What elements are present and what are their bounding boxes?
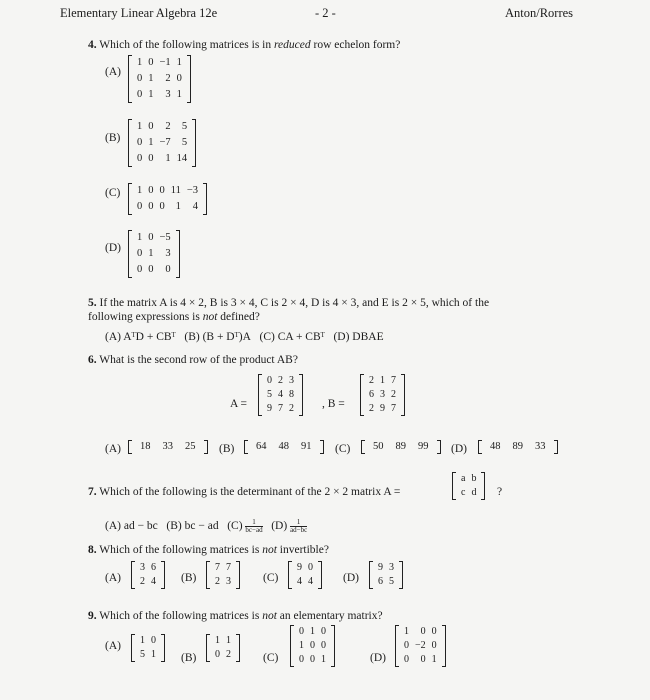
- matrix-entry: 2: [226, 649, 231, 660]
- matrix-entry: 9: [380, 403, 385, 414]
- matrix-entry: −7: [159, 137, 171, 148]
- matrix-entry: 48: [278, 441, 289, 452]
- matrix-entry: c: [461, 487, 466, 498]
- matrix-entry: 0: [431, 626, 437, 637]
- matrix-entry: 4: [308, 576, 313, 587]
- matrix-entry: 1: [148, 137, 154, 148]
- q5-option-a[interactable]: (A) AᵀD + CBᵀ: [105, 331, 176, 343]
- option-matrix: [131, 634, 165, 662]
- q7-option-b[interactable]: (B) bc − ad: [166, 520, 219, 533]
- matrix-entry: 2: [165, 73, 171, 84]
- matrix-entry: 0: [176, 73, 182, 84]
- option-label: (A): [105, 640, 121, 652]
- matrix-entry: 2: [278, 375, 283, 386]
- matrix-entry: 99: [418, 441, 429, 452]
- matrix-entry: 0: [137, 153, 143, 164]
- matrix-entry: 7: [278, 403, 283, 414]
- matrix-entry: 0: [148, 57, 154, 68]
- matrix-entry: 0: [165, 264, 171, 275]
- matrix-entry: 1: [299, 640, 304, 651]
- matrix-entry: 50: [373, 441, 384, 452]
- matrix-entry: 0: [159, 201, 165, 212]
- q6-b-label: , B =: [322, 398, 345, 410]
- matrix-entry: 7: [391, 375, 396, 386]
- matrix-entry: 6: [151, 562, 156, 573]
- matrix-entry: b: [471, 473, 477, 484]
- option-row-vector: [244, 440, 324, 454]
- matrix-entry: −3: [186, 185, 199, 196]
- matrix-entry: 0: [137, 89, 143, 100]
- matrix-entry: 0: [148, 121, 154, 132]
- option-label: (A): [105, 443, 121, 455]
- matrix-entry: 0: [299, 654, 304, 665]
- matrix-entry: 1: [137, 57, 143, 68]
- option-label: (A): [105, 572, 121, 584]
- option-label: (B): [181, 652, 197, 664]
- option-matrix: [288, 561, 322, 589]
- matrix-entry: 3: [380, 389, 385, 400]
- matrix-entry: 0: [148, 185, 154, 196]
- matrix-entry: 0: [215, 649, 220, 660]
- matrix-entry: 1: [380, 375, 385, 386]
- q6-matrix-b: [360, 374, 405, 416]
- q6-matrix-a: [258, 374, 303, 416]
- matrix-entry: 2: [140, 576, 145, 587]
- matrix-entry: 9: [297, 562, 302, 573]
- q5-options: [105, 330, 384, 344]
- matrix-entry: 3: [389, 562, 394, 573]
- matrix-entry: 1: [175, 201, 181, 212]
- option-label: (D): [343, 572, 359, 584]
- matrix-entry: 0: [308, 562, 313, 573]
- option-matrix: [369, 561, 403, 589]
- option-label: (C): [105, 187, 121, 199]
- matrix-entry: 6: [369, 389, 374, 400]
- matrix-entry: 14: [176, 153, 188, 164]
- matrix-entry: −2: [415, 640, 426, 651]
- matrix-entry: 0: [420, 626, 426, 637]
- matrix-entry: 0: [151, 635, 156, 646]
- matrix-entry: 1: [321, 654, 326, 665]
- matrix-entry: 3: [226, 576, 231, 587]
- matrix-entry: 7: [215, 562, 220, 573]
- option-label: (D): [105, 242, 121, 254]
- matrix-entry: −5: [159, 232, 171, 243]
- matrix-entry: 2: [165, 121, 171, 132]
- matrix-entry: 0: [404, 640, 409, 651]
- matrix-entry: 0: [137, 73, 143, 84]
- matrix-entry: 0: [404, 654, 409, 665]
- matrix-entry: 7: [391, 403, 396, 414]
- q5-option-b[interactable]: (B) (B + Dᵀ)A: [184, 331, 251, 343]
- matrix-entry: 0: [420, 654, 426, 665]
- q7-option-d[interactable]: (D) $\frac{1}{ad-bc}$: [271, 518, 308, 534]
- matrix-entry: 0: [321, 640, 326, 651]
- option-label: (C): [263, 572, 279, 584]
- matrix-entry: 1: [151, 649, 156, 660]
- option-matrix: [206, 561, 240, 589]
- matrix-entry: 1: [176, 89, 182, 100]
- matrix-entry: 1: [165, 153, 171, 164]
- matrix-entry: 91: [301, 441, 312, 452]
- matrix-entry: 0: [321, 626, 326, 637]
- q6-prompt: 6. What is the second row of the product AB?: [88, 354, 298, 366]
- header-page-number: - 2 -: [315, 6, 336, 20]
- option-label: (B): [105, 132, 121, 144]
- matrix-entry: −1: [159, 57, 171, 68]
- matrix-entry: 1: [431, 654, 437, 665]
- matrix-entry: 8: [289, 389, 294, 400]
- matrix-entry: 1: [148, 89, 154, 100]
- matrix-entry: 0: [299, 626, 304, 637]
- option-label: (C): [335, 443, 351, 455]
- matrix-entry: 1: [226, 635, 231, 646]
- matrix-entry: 33: [162, 441, 173, 452]
- matrix-entry: a: [461, 473, 466, 484]
- q7-question-mark: ?: [497, 486, 503, 498]
- matrix-entry: 5: [181, 137, 188, 148]
- matrix-entry: 2: [391, 389, 396, 400]
- matrix-entry: 0: [148, 232, 154, 243]
- option-row-vector: [128, 440, 208, 454]
- q5-option-d[interactable]: (D) DBAE: [333, 331, 384, 343]
- matrix-entry: 3: [165, 248, 171, 259]
- matrix-entry: 3: [165, 89, 171, 100]
- q7-fraction-c: $\frac{1}{bc-ad}$: [245, 518, 263, 534]
- matrix-entry: 0: [159, 185, 165, 196]
- q5-option-c[interactable]: (C) CA + CBᵀ: [259, 331, 325, 343]
- matrix-entry: 0: [137, 264, 143, 275]
- option-label: (A): [105, 66, 121, 78]
- matrix-entry: 6: [378, 576, 383, 587]
- matrix-entry: 2: [215, 576, 220, 587]
- matrix-entry: 0: [137, 201, 143, 212]
- matrix-entry: 1: [148, 248, 154, 259]
- q9-prompt: 9. Which of the following matrices is not an elementary matrix?: [88, 610, 383, 622]
- q7-option-c[interactable]: (C) $\frac{1}{bc-ad}$: [227, 518, 263, 534]
- option-row-vector: [361, 440, 441, 454]
- matrix-entry: 1: [215, 635, 220, 646]
- matrix-entry: 1: [176, 57, 182, 68]
- matrix-entry: 1: [310, 626, 315, 637]
- option-matrix: [290, 625, 335, 667]
- matrix-entry: 1: [148, 73, 154, 84]
- matrix-entry: 48: [490, 441, 501, 452]
- q7-options: [105, 519, 307, 534]
- header-authors: Anton/Rorres: [505, 6, 574, 20]
- option-matrix: [128, 230, 180, 278]
- matrix-entry: 0: [148, 264, 154, 275]
- matrix-entry: 5: [267, 389, 272, 400]
- matrix-entry: 0: [431, 640, 437, 651]
- q8-prompt: 8. Which of the following matrices is not invertible?: [88, 544, 329, 556]
- matrix-entry: 4: [278, 389, 283, 400]
- q6-a-label: A =: [230, 398, 248, 410]
- option-matrix: [128, 55, 191, 103]
- matrix-entry: d: [471, 487, 477, 498]
- matrix-entry: 1: [140, 635, 145, 646]
- matrix-entry: 5: [181, 121, 188, 132]
- option-matrix: [206, 634, 240, 662]
- matrix-entry: 0: [267, 375, 272, 386]
- option-matrix: [128, 119, 196, 167]
- option-label: (D): [451, 443, 467, 455]
- header-book-title: Elementary Linear Algebra 12e: [60, 6, 218, 20]
- matrix-entry: 7: [226, 562, 231, 573]
- q7-option-a[interactable]: (A) ad − bc: [105, 520, 158, 533]
- matrix-entry: 0: [148, 201, 154, 212]
- matrix-entry: 18: [140, 441, 151, 452]
- matrix-entry: 89: [512, 441, 523, 452]
- matrix-entry: 2: [289, 403, 294, 414]
- option-label: (D): [370, 652, 386, 664]
- matrix-entry: 1: [137, 185, 143, 196]
- matrix-entry: 11: [170, 185, 181, 196]
- matrix-entry: 25: [185, 441, 196, 452]
- matrix-entry: 64: [256, 441, 267, 452]
- option-label: (B): [181, 572, 197, 584]
- matrix-entry: 4: [151, 576, 156, 587]
- q7-fraction-d: $\frac{1}{ad-bc}$: [290, 518, 308, 534]
- matrix-entry: 33: [535, 441, 546, 452]
- q5-prompt: 5. If the matrix A is 4 × 2, B is 3 × 4, C is 2 × 4, D is 4 × 3, and E is 2 × 5, which of the following expressions is not defined?: [88, 297, 490, 323]
- option-row-vector: [478, 440, 558, 454]
- matrix-entry: 5: [389, 576, 394, 587]
- option-label: (C): [263, 652, 279, 664]
- matrix-entry: 0: [148, 153, 154, 164]
- option-matrix: [131, 561, 165, 589]
- matrix-entry: 4: [192, 201, 199, 212]
- matrix-entry: 1: [137, 121, 143, 132]
- option-matrix: [395, 625, 446, 667]
- matrix-entry: 2: [369, 375, 374, 386]
- matrix-entry: 1: [137, 232, 143, 243]
- matrix-entry: 4: [297, 576, 302, 587]
- matrix-entry: 89: [395, 441, 406, 452]
- option-matrix: [128, 183, 207, 215]
- matrix-entry: 0: [310, 640, 315, 651]
- matrix-entry: 0: [310, 654, 315, 665]
- matrix-entry: 5: [140, 649, 145, 660]
- matrix-entry: 1: [404, 626, 409, 637]
- q7-prompt: 7. Which of the following is the determinant of the 2 × 2 matrix A =: [88, 486, 401, 498]
- matrix-entry: 0: [137, 137, 143, 148]
- matrix-entry: 9: [267, 403, 272, 414]
- matrix-entry: 0: [137, 248, 143, 259]
- matrix-entry: 2: [369, 403, 374, 414]
- matrix-entry: 3: [289, 375, 294, 386]
- q4-prompt: 4. Which of the following matrices is in reduced row echelon form?: [88, 39, 401, 51]
- matrix-entry: 3: [140, 562, 145, 573]
- option-label: (B): [219, 443, 235, 455]
- matrix-entry: 9: [378, 562, 383, 573]
- q7-matrix: [452, 472, 485, 500]
